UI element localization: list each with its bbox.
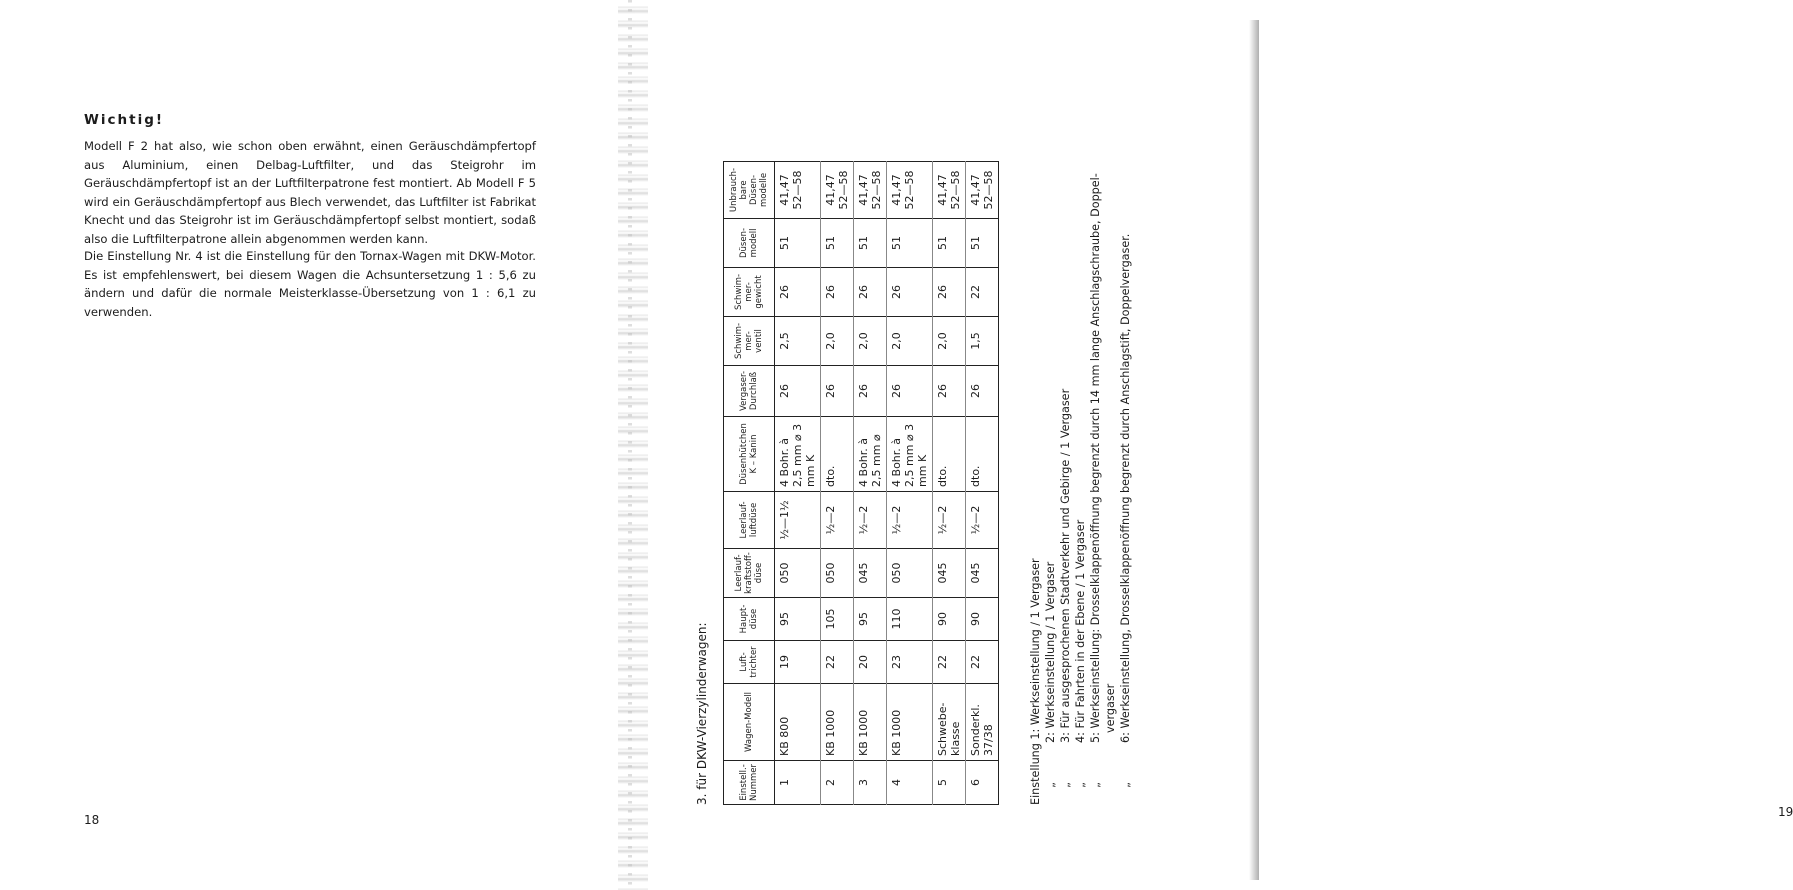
cell-duesenmodell: 51: [933, 218, 966, 267]
cell-duesenmodell: 51: [966, 218, 999, 267]
col-header-unbrauchbare-duesenmodelle: Unbrauch-bare Düsen-modelle: [724, 161, 775, 218]
ditto-mark: „: [1059, 782, 1072, 788]
col-header-duesenhuetchen: Düsenhütchen K – Kanin: [724, 416, 775, 491]
settings-legend: [1028, 115, 1133, 805]
cell-schwimmerventil: 1,5: [966, 316, 999, 365]
legend-text: 4: Für Fahrten in der Ebene / 1 Vergaser: [1074, 519, 1087, 743]
cell-durchlass: 26: [933, 365, 966, 416]
col-header-duesenmodell: Düsen-modell: [724, 218, 775, 267]
cell-lufttrichter: 20: [854, 640, 887, 683]
legend-line-4: [1073, 115, 1088, 805]
left-page: [0, 0, 620, 890]
table-row: [821, 161, 854, 804]
cell-lufttrichter: 19: [775, 640, 821, 683]
cell-leerlauf-luft: ½—1½: [775, 491, 821, 548]
cell-leerlauf-luft: ½—2: [821, 491, 854, 548]
cell-lufttrichter: 22: [933, 640, 966, 683]
table-title: 3. für DKW-Vierzylinderwagen:: [695, 622, 709, 805]
cell-unbrauchbar: 41,47 52—58: [887, 161, 933, 218]
cell-nr: 6: [966, 760, 999, 804]
table-row: [854, 161, 887, 804]
cell-nr: 2: [821, 760, 854, 804]
ditto-mark: „: [1119, 782, 1132, 788]
paragraph-setting-4: Die Einstellung Nr. 4 ist die Einstellung für den Tornax-Wagen mit DKW-Motor. Es ist empfehlenswert, bei diesem Wagen die Achsuntersetzung 1 : 5,6 zu ändern und dafür die normale Meisterklasse-Übersetzung von 1 : 6,1 zu verwenden.: [84, 249, 536, 319]
cell-schwimmergewicht: 26: [775, 267, 821, 316]
cell-nr: 4: [887, 760, 933, 804]
cell-schwimmerventil: 2,5: [775, 316, 821, 365]
cell-duesenhuetchen: 4 Bohr. à 2,5 mm ⌀ 3 mm K: [775, 416, 821, 491]
col-header-vergaser-durchlass: Vergaser-Durchlaß: [724, 365, 775, 416]
cell-duesenmodell: 51: [775, 218, 821, 267]
cell-nr: 5: [933, 760, 966, 804]
legend-text: 6: Werkseinstellung, Drosselklappenöffnung begrenzt durch Anschlagstift, Doppelvergaser.: [1119, 233, 1132, 743]
cell-unbrauchbar: 41,47 52—58: [775, 161, 821, 218]
legend-line-2: [1043, 115, 1058, 805]
legend-text: vergaser: [1104, 683, 1117, 733]
table-header-row: [724, 161, 775, 804]
cell-modell: KB 1000: [821, 683, 854, 760]
legend-line-3: [1058, 115, 1073, 805]
cell-durchlass: 26: [966, 365, 999, 416]
legend-text: 3: Für ausgesprochenen Stadtverkehr und Gebirge / 1 Vergaser: [1059, 388, 1072, 743]
cell-schwimmergewicht: 26: [854, 267, 887, 316]
cell-hauptduese: 95: [775, 597, 821, 640]
cell-lufttrichter: 23: [887, 640, 933, 683]
cell-modell: KB 800: [775, 683, 821, 760]
legend-text: 1: Werkseinstellung / 1 Vergaser: [1029, 558, 1042, 740]
cell-unbrauchbar: 41,47 52—58: [933, 161, 966, 218]
col-header-lufttrichter: Luft-trichter: [724, 640, 775, 683]
cell-duesenmodell: 51: [821, 218, 854, 267]
cell-leerlauf-kraftstoff: 050: [887, 548, 933, 597]
cell-duesenhuetchen: dto.: [821, 416, 854, 491]
col-header-leerlaufluftduese: Leerlauf-luftdüse: [724, 491, 775, 548]
cell-hauptduese: 105: [821, 597, 854, 640]
cell-schwimmerventil: 2,0: [821, 316, 854, 365]
legend-text: 2: Werkseinstellung / 1 Vergaser: [1044, 561, 1057, 743]
page-number-left: 18: [84, 813, 100, 827]
cell-lufttrichter: 22: [821, 640, 854, 683]
ditto-mark: „: [1044, 782, 1057, 788]
cell-hauptduese: 90: [966, 597, 999, 640]
cell-leerlauf-luft: ½—2: [966, 491, 999, 548]
cell-duesenhuetchen: dto.: [933, 416, 966, 491]
cell-duesenmodell: 51: [887, 218, 933, 267]
cell-unbrauchbar: 41,47 52—58: [854, 161, 887, 218]
legend-prefix: Einstellung: [1029, 743, 1042, 805]
table-row: [887, 161, 933, 804]
cell-durchlass: 26: [821, 365, 854, 416]
col-header-wagen-modell: Wagen-Modell: [724, 683, 775, 760]
cell-leerlauf-kraftstoff: 050: [775, 548, 821, 597]
cell-schwimmergewicht: 26: [933, 267, 966, 316]
legend-line-1: [1028, 115, 1043, 805]
cell-leerlauf-kraftstoff: 045: [966, 548, 999, 597]
col-header-schwimmerventil: Schwim-mer-ventil: [724, 316, 775, 365]
rotated-table-block: [695, 110, 1132, 805]
cell-modell: Schwebe-klasse: [933, 683, 966, 760]
cell-schwimmerventil: 2,0: [933, 316, 966, 365]
cell-modell: KB 1000: [887, 683, 933, 760]
cell-hauptduese: 90: [933, 597, 966, 640]
table-row: [775, 161, 821, 804]
col-header-schwimmergewicht: Schwim-mer-gewicht: [724, 267, 775, 316]
cell-unbrauchbar: 41,47 52—58: [966, 161, 999, 218]
cell-duesenhuetchen: dto.: [966, 416, 999, 491]
carburetor-settings-table: [723, 161, 999, 805]
legend-line-6: [1118, 115, 1133, 805]
col-header-einstell-nummer: Einstell.-Nummer: [724, 760, 775, 804]
cell-durchlass: 26: [887, 365, 933, 416]
legend-line-5-cont: [1103, 115, 1118, 805]
cell-modell: KB 1000: [854, 683, 887, 760]
col-header-leerlauf-kraftstoffduese: Leerlauf-kraftstoff-düse: [724, 548, 775, 597]
cell-leerlauf-luft: ½—2: [854, 491, 887, 548]
table-row: [933, 161, 966, 804]
cell-duesenhuetchen: 4 Bohr. à 2,5 mm ⌀ 3 mm K: [887, 416, 933, 491]
cell-leerlauf-kraftstoff: 045: [933, 548, 966, 597]
legend-text: 5: Werkseinstellung: Drosselklappenöffnung begrenzt durch 14 mm lange Anschlagschraube, Doppel-: [1089, 173, 1102, 743]
cell-leerlauf-kraftstoff: 050: [821, 548, 854, 597]
page-number-right: 19: [1778, 805, 1793, 819]
cell-durchlass: 26: [775, 365, 821, 416]
cell-schwimmergewicht: 22: [966, 267, 999, 316]
table-row: [966, 161, 999, 804]
section-heading: Wichtig!: [84, 112, 165, 128]
cell-nr: 3: [854, 760, 887, 804]
col-header-hauptduese: Haupt-düse: [724, 597, 775, 640]
cell-schwimmergewicht: 26: [887, 267, 933, 316]
cell-unbrauchbar: 41,47 52—58: [821, 161, 854, 218]
cell-lufttrichter: 22: [966, 640, 999, 683]
cell-nr: 1: [775, 760, 821, 804]
cell-leerlauf-luft: ½—2: [887, 491, 933, 548]
cell-leerlauf-luft: ½—2: [933, 491, 966, 548]
legend-line-5: [1088, 115, 1103, 805]
cell-schwimmergewicht: 26: [821, 267, 854, 316]
cell-modell: Sonderkl. 37/38: [966, 683, 999, 760]
cell-leerlauf-kraftstoff: 045: [854, 548, 887, 597]
cell-schwimmerventil: 2,0: [887, 316, 933, 365]
ditto-mark: „: [1089, 782, 1102, 788]
paragraph-model-notes: Modell F 2 hat also, wie schon oben erwähnt, einen Geräuschdämpfertopf aus Aluminium, einen Delbag-Luftfilter, und das Steigrohr im Geräuschdämpfertopf ist an der Luftfilterpatrone fest montiert. Ab Modell F 5 wird ein Geräuschdämpfertopf aus Blech verwendet, das Luftfilter ist Fabrikat Knecht und das Steigrohr ist im Geräuschdämpfertopf selbst montiert, sodaß also die Luftfilterpatrone allein abgenommen werden kann.: [84, 139, 536, 246]
cell-schwimmerventil: 2,0: [854, 316, 887, 365]
cell-durchlass: 26: [854, 365, 887, 416]
cell-hauptduese: 95: [854, 597, 887, 640]
cell-hauptduese: 110: [887, 597, 933, 640]
cell-duesenmodell: 51: [854, 218, 887, 267]
cell-duesenhuetchen: 4 Bohr. à 2,5 mm ⌀: [854, 416, 887, 491]
ditto-mark: „: [1074, 782, 1087, 788]
